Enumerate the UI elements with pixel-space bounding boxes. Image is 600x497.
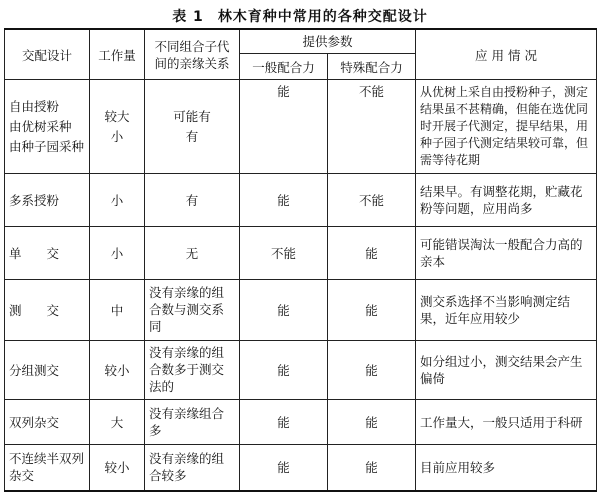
gca-cell: 能 bbox=[240, 444, 328, 491]
design-cell: 单 交 bbox=[5, 226, 90, 279]
mating-design-table bbox=[4, 28, 597, 492]
table-row bbox=[5, 279, 597, 340]
header-sca: 特殊配合力 bbox=[328, 53, 416, 79]
relation-cell: 没有亲缘的组合数与测交系同 bbox=[145, 279, 240, 340]
design-label: 由种子园采种 bbox=[9, 138, 85, 154]
workload-cell: 中 bbox=[90, 279, 145, 340]
table-row bbox=[5, 399, 597, 444]
table-row bbox=[5, 444, 597, 491]
header-design: 交配设计 bbox=[5, 29, 90, 80]
gca-cell: 能 bbox=[240, 279, 328, 340]
workload-cell: 大 bbox=[90, 399, 145, 444]
gca-cell: 能 bbox=[240, 173, 328, 226]
application-cell: 工作量大，一般只适用于科研 bbox=[416, 399, 597, 444]
design-cell: 测 交 bbox=[5, 279, 90, 340]
relation-cell: 没有亲缘的组合数多于测交法的 bbox=[145, 340, 240, 399]
workload-cell: 较小 bbox=[90, 340, 145, 399]
relation-value: 可能有 bbox=[173, 108, 211, 124]
sca-cell: 不能 bbox=[328, 80, 416, 174]
workload-value: 较大 bbox=[104, 108, 130, 124]
application-cell: 从优树上采自由授粉种子，测定结果虽不甚精确，但能在选优同时开展子代测定，提早结果，用种子园子代测定结果较可靠，但需等待花期 bbox=[416, 80, 597, 174]
relation-value: 有 bbox=[185, 128, 199, 144]
header-relation: 不同组合子代间的亲缘关系 bbox=[145, 29, 240, 80]
table-row bbox=[5, 173, 597, 226]
sca-cell: 不能 bbox=[328, 173, 416, 226]
application-cell: 如分组过小，测交结果会产生偏倚 bbox=[416, 340, 597, 399]
design-cell: 分组测交 bbox=[5, 340, 90, 399]
sca-cell: 能 bbox=[328, 279, 416, 340]
application-cell: 结果早。有调整花期，贮藏花粉等问题，应用尚多 bbox=[416, 173, 597, 226]
table-caption: 林木育种中常用的各种交配设计 bbox=[217, 9, 428, 25]
table-row bbox=[5, 226, 597, 279]
sca-cell: 能 bbox=[328, 340, 416, 399]
relation-cell: 无 bbox=[145, 226, 240, 279]
workload-value: 小 bbox=[110, 128, 124, 144]
relation-cell: 没有亲缘的组合较多 bbox=[145, 444, 240, 491]
application-cell: 测交系选择不当影响测定结果，近年应用较少 bbox=[416, 279, 597, 340]
design-label: 由优树采种 bbox=[9, 118, 72, 134]
relation-cell: 有 bbox=[145, 173, 240, 226]
sca-cell: 能 bbox=[328, 399, 416, 444]
design-cell: 双列杂交 bbox=[5, 399, 90, 444]
application-cell: 可能错误淘汰一般配合力高的亲本 bbox=[416, 226, 597, 279]
design-cell: 多系授粉 bbox=[5, 173, 90, 226]
sca-cell: 能 bbox=[328, 444, 416, 491]
gca-cell: 不能 bbox=[240, 226, 328, 279]
table-row bbox=[5, 340, 597, 399]
relation-cell bbox=[145, 80, 240, 174]
design-label: 自由授粉 bbox=[9, 98, 60, 114]
table-row bbox=[5, 80, 597, 174]
design-cell bbox=[5, 80, 90, 174]
gca-cell: 能 bbox=[240, 80, 328, 174]
sca-cell: 能 bbox=[328, 226, 416, 279]
workload-cell bbox=[90, 80, 145, 174]
table-title bbox=[0, 6, 600, 26]
header-params: 提供参数 bbox=[240, 29, 416, 53]
workload-cell: 小 bbox=[90, 226, 145, 279]
header-workload: 工作量 bbox=[90, 29, 145, 80]
workload-cell: 较小 bbox=[90, 444, 145, 491]
application-cell: 目前应用较多 bbox=[416, 444, 597, 491]
design-cell: 不连续半双列杂交 bbox=[5, 444, 90, 491]
gca-cell: 能 bbox=[240, 340, 328, 399]
header-gca: 一般配合力 bbox=[240, 53, 328, 79]
header-application: 应 用 情 况 bbox=[416, 29, 597, 80]
table-number: 表 1 bbox=[172, 9, 204, 25]
workload-cell: 小 bbox=[90, 173, 145, 226]
gca-cell: 能 bbox=[240, 399, 328, 444]
relation-cell: 没有亲缘组合多 bbox=[145, 399, 240, 444]
